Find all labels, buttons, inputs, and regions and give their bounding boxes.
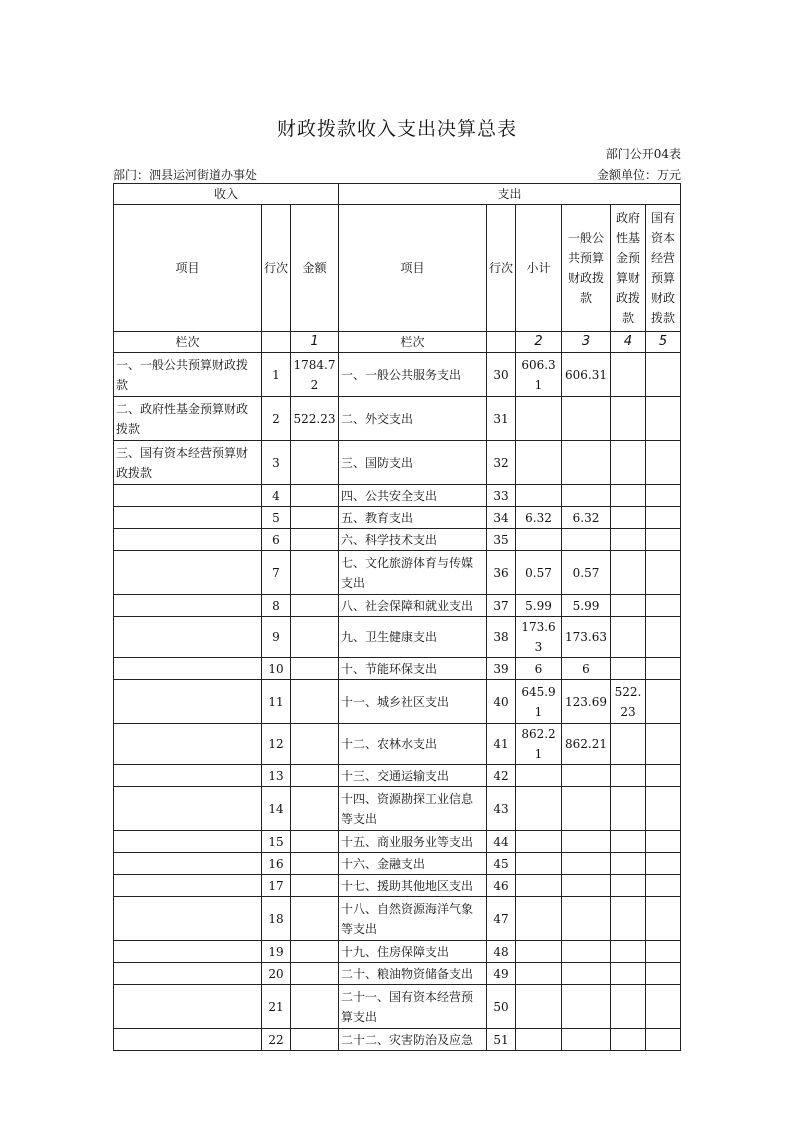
expense-subtotal: 645.91 bbox=[516, 680, 562, 724]
income-line-number: 17 bbox=[262, 875, 291, 897]
income-line-number: 1 bbox=[262, 353, 291, 397]
expense-line-number: 40 bbox=[487, 680, 516, 724]
expense-subtotal bbox=[516, 529, 562, 551]
expense-line-number: 50 bbox=[487, 985, 516, 1029]
income-line-number: 7 bbox=[262, 551, 291, 595]
expense-line-header: 行次 bbox=[487, 205, 516, 332]
table-row bbox=[114, 485, 681, 507]
income-item: 二、政府性基金预算财政拨款 bbox=[114, 397, 262, 441]
expense-subtotal bbox=[516, 985, 562, 1029]
state-capital-amount bbox=[646, 1029, 681, 1051]
expense-item: 十七、援助其他地区支出 bbox=[339, 875, 487, 897]
expense-subtotal: 6.32 bbox=[516, 507, 562, 529]
expense-line-number: 42 bbox=[487, 765, 516, 787]
income-item bbox=[114, 853, 262, 875]
general-budget-amount: 123.69 bbox=[562, 680, 611, 724]
expense-subtotal bbox=[516, 397, 562, 441]
table-row bbox=[114, 941, 681, 963]
column-index-1: 1 bbox=[291, 332, 339, 353]
general-budget-amount bbox=[562, 941, 611, 963]
income-amount bbox=[291, 853, 339, 875]
expense-subtotal bbox=[516, 875, 562, 897]
income-line-number: 5 bbox=[262, 507, 291, 529]
state-capital-amount bbox=[646, 441, 681, 485]
expense-line-number: 41 bbox=[487, 724, 516, 765]
income-item bbox=[114, 765, 262, 787]
table-row bbox=[114, 353, 681, 397]
income-line-number: 14 bbox=[262, 787, 291, 831]
expense-subtotal bbox=[516, 941, 562, 963]
expense-item: 十四、资源勘探工业信息等支出 bbox=[339, 787, 487, 831]
general-budget-amount bbox=[562, 963, 611, 985]
expense-line-number: 45 bbox=[487, 853, 516, 875]
income-amount bbox=[291, 617, 339, 658]
income-amount bbox=[291, 595, 339, 617]
income-line-number: 15 bbox=[262, 831, 291, 853]
expense-item: 十、节能环保支出 bbox=[339, 658, 487, 680]
income-amount bbox=[291, 441, 339, 485]
fund-budget-amount bbox=[611, 897, 646, 941]
income-item bbox=[114, 1029, 262, 1051]
column-index-label: 栏次 bbox=[114, 332, 262, 353]
fund-budget-amount bbox=[611, 1029, 646, 1051]
general-budget-amount: 5.99 bbox=[562, 595, 611, 617]
expense-subtotal: 173.63 bbox=[516, 617, 562, 658]
expense-line-number: 36 bbox=[487, 551, 516, 595]
expense-header: 支出 bbox=[339, 184, 681, 205]
state-capital-amount bbox=[646, 853, 681, 875]
general-budget-amount bbox=[562, 765, 611, 787]
state-capital-amount bbox=[646, 831, 681, 853]
income-line-number: 19 bbox=[262, 941, 291, 963]
fund-budget-amount bbox=[611, 441, 646, 485]
general-budget-amount bbox=[562, 897, 611, 941]
income-item bbox=[114, 941, 262, 963]
fund-budget-amount bbox=[611, 831, 646, 853]
income-amount bbox=[291, 985, 339, 1029]
income-line-number: 6 bbox=[262, 529, 291, 551]
state-capital-amount bbox=[646, 765, 681, 787]
expense-line-number: 49 bbox=[487, 963, 516, 985]
income-amount bbox=[291, 658, 339, 680]
expense-line-number: 32 bbox=[487, 441, 516, 485]
state-capital-amount bbox=[646, 551, 681, 595]
general-budget-amount bbox=[562, 875, 611, 897]
department-label: 部门：泗县运河街道办事处 bbox=[113, 168, 258, 182]
fund-budget-amount bbox=[611, 658, 646, 680]
table-row bbox=[114, 680, 681, 724]
fund-budget-amount bbox=[611, 765, 646, 787]
income-item bbox=[114, 595, 262, 617]
income-amount bbox=[291, 963, 339, 985]
income-amount bbox=[291, 897, 339, 941]
expense-line-number: 37 bbox=[487, 595, 516, 617]
income-amount bbox=[291, 1029, 339, 1051]
table-row bbox=[114, 658, 681, 680]
income-item bbox=[114, 551, 262, 595]
fund-budget-amount bbox=[611, 617, 646, 658]
expense-item: 十二、农林水支出 bbox=[339, 724, 487, 765]
expense-line-number: 51 bbox=[487, 1029, 516, 1051]
fund-budget-amount bbox=[611, 941, 646, 963]
income-item bbox=[114, 680, 262, 724]
fund-budget-amount bbox=[611, 529, 646, 551]
state-capital-amount bbox=[646, 724, 681, 765]
income-line-number: 20 bbox=[262, 963, 291, 985]
state-capital-amount bbox=[646, 985, 681, 1029]
expense-line-number: 31 bbox=[487, 397, 516, 441]
state-capital-amount bbox=[646, 507, 681, 529]
table-row bbox=[114, 1029, 681, 1051]
expense-subtotal: 0.57 bbox=[516, 551, 562, 595]
table-row bbox=[114, 507, 681, 529]
expense-item: 二十、粮油物资储备支出 bbox=[339, 963, 487, 985]
expense-line-number: 38 bbox=[487, 617, 516, 658]
income-header: 收入 bbox=[114, 184, 339, 205]
income-item: 一、一般公共预算财政拨款 bbox=[114, 353, 262, 397]
income-amount bbox=[291, 787, 339, 831]
income-line-number: 18 bbox=[262, 897, 291, 941]
general-budget-header: 一般公共预算财政拨款 bbox=[562, 205, 611, 332]
fund-budget-amount bbox=[611, 551, 646, 595]
income-line-number: 21 bbox=[262, 985, 291, 1029]
table-row bbox=[114, 397, 681, 441]
general-budget-amount bbox=[562, 853, 611, 875]
general-budget-amount bbox=[562, 1029, 611, 1051]
form-number: 部门公开04表 bbox=[605, 147, 681, 161]
expense-subtotal bbox=[516, 897, 562, 941]
table-row bbox=[114, 831, 681, 853]
expense-subtotal: 862.21 bbox=[516, 724, 562, 765]
expense-subtotal: 606.31 bbox=[516, 353, 562, 397]
state-capital-amount bbox=[646, 617, 681, 658]
column-index-label: 栏次 bbox=[339, 332, 487, 353]
expense-line-number: 34 bbox=[487, 507, 516, 529]
general-budget-amount bbox=[562, 441, 611, 485]
fund-budget-amount bbox=[611, 353, 646, 397]
expense-item: 三、国防支出 bbox=[339, 441, 487, 485]
general-budget-amount: 862.21 bbox=[562, 724, 611, 765]
expense-item: 二十一、国有资本经营预算支出 bbox=[339, 985, 487, 1029]
income-item bbox=[114, 897, 262, 941]
expense-line-number: 35 bbox=[487, 529, 516, 551]
amount-unit-label: 金额单位：万元 bbox=[596, 168, 681, 182]
general-budget-amount: 173.63 bbox=[562, 617, 611, 658]
income-item bbox=[114, 485, 262, 507]
income-item-header: 项目 bbox=[114, 205, 262, 332]
expense-item: 十八、自然资源海洋气象等支出 bbox=[339, 897, 487, 941]
general-budget-amount: 6.32 bbox=[562, 507, 611, 529]
income-amount: 1784.72 bbox=[291, 353, 339, 397]
expense-item: 一、一般公共服务支出 bbox=[339, 353, 487, 397]
column-index-3: 3 bbox=[562, 332, 611, 353]
state-capital-amount bbox=[646, 658, 681, 680]
state-capital-amount bbox=[646, 529, 681, 551]
income-line-number: 22 bbox=[262, 1029, 291, 1051]
income-item bbox=[114, 529, 262, 551]
table-row bbox=[114, 853, 681, 875]
income-line-number: 12 bbox=[262, 724, 291, 765]
general-budget-amount: 0.57 bbox=[562, 551, 611, 595]
table-row bbox=[114, 985, 681, 1029]
expense-line-number: 48 bbox=[487, 941, 516, 963]
income-item bbox=[114, 875, 262, 897]
expense-item: 十三、交通运输支出 bbox=[339, 765, 487, 787]
income-item: 三、国有资本经营预算财政拨款 bbox=[114, 441, 262, 485]
state-capital-amount bbox=[646, 941, 681, 963]
column-index-2: 2 bbox=[516, 332, 562, 353]
fund-budget-amount: 522.23 bbox=[611, 680, 646, 724]
expense-item: 七、文化旅游体育与传媒支出 bbox=[339, 551, 487, 595]
income-line-number: 13 bbox=[262, 765, 291, 787]
state-capital-amount bbox=[646, 680, 681, 724]
fund-budget-amount bbox=[611, 595, 646, 617]
state-capital-amount bbox=[646, 897, 681, 941]
income-amount bbox=[291, 680, 339, 724]
expense-subtotal bbox=[516, 1029, 562, 1051]
budget-table bbox=[113, 183, 681, 1051]
income-line-number: 3 bbox=[262, 441, 291, 485]
expense-item: 十六、金融支出 bbox=[339, 853, 487, 875]
income-item bbox=[114, 985, 262, 1029]
general-budget-amount: 606.31 bbox=[562, 353, 611, 397]
income-amount bbox=[291, 765, 339, 787]
fund-budget-amount bbox=[611, 787, 646, 831]
expense-subtotal bbox=[516, 485, 562, 507]
general-budget-amount bbox=[562, 529, 611, 551]
expense-subtotal bbox=[516, 853, 562, 875]
table-row bbox=[114, 551, 681, 595]
fund-budget-amount bbox=[611, 397, 646, 441]
table-row bbox=[114, 595, 681, 617]
income-amount bbox=[291, 485, 339, 507]
expense-subtotal bbox=[516, 787, 562, 831]
income-item bbox=[114, 658, 262, 680]
table-row bbox=[114, 963, 681, 985]
expense-item: 四、公共安全支出 bbox=[339, 485, 487, 507]
general-budget-amount bbox=[562, 485, 611, 507]
fund-budget-amount bbox=[611, 853, 646, 875]
expense-line-number: 30 bbox=[487, 353, 516, 397]
income-amount bbox=[291, 875, 339, 897]
fund-budget-header: 政府性基金预算财政拨款 bbox=[611, 205, 646, 332]
income-item bbox=[114, 724, 262, 765]
expense-line-number: 44 bbox=[487, 831, 516, 853]
table-row bbox=[114, 617, 681, 658]
income-amount bbox=[291, 507, 339, 529]
expense-subtotal: 5.99 bbox=[516, 595, 562, 617]
income-item bbox=[114, 963, 262, 985]
income-item bbox=[114, 617, 262, 658]
general-budget-amount: 6 bbox=[562, 658, 611, 680]
income-line-number: 2 bbox=[262, 397, 291, 441]
column-index-5: 5 bbox=[646, 332, 681, 353]
income-line-number: 10 bbox=[262, 658, 291, 680]
income-amount bbox=[291, 724, 339, 765]
expense-item: 八、社会保障和就业支出 bbox=[339, 595, 487, 617]
state-capital-amount bbox=[646, 397, 681, 441]
page-title: 财政拨款收入支出决算总表 bbox=[276, 118, 517, 140]
income-line-number: 16 bbox=[262, 853, 291, 875]
income-line-number: 11 bbox=[262, 680, 291, 724]
table-row bbox=[114, 897, 681, 941]
general-budget-amount bbox=[562, 397, 611, 441]
fund-budget-amount bbox=[611, 485, 646, 507]
expense-line-number: 39 bbox=[487, 658, 516, 680]
income-line-number: 4 bbox=[262, 485, 291, 507]
expense-item: 十一、城乡社区支出 bbox=[339, 680, 487, 724]
expense-subtotal bbox=[516, 963, 562, 985]
table-row bbox=[114, 529, 681, 551]
income-item bbox=[114, 787, 262, 831]
table-row bbox=[114, 724, 681, 765]
income-item bbox=[114, 831, 262, 853]
income-amount bbox=[291, 941, 339, 963]
table-row bbox=[114, 787, 681, 831]
expense-item: 十五、商业服务业等支出 bbox=[339, 831, 487, 853]
state-capital-header: 国有资本经营预算财政拨款 bbox=[646, 205, 681, 332]
fund-budget-amount bbox=[611, 985, 646, 1029]
expense-line-number: 33 bbox=[487, 485, 516, 507]
general-budget-amount bbox=[562, 985, 611, 1029]
expense-item: 十九、住房保障支出 bbox=[339, 941, 487, 963]
expense-line-number: 43 bbox=[487, 787, 516, 831]
state-capital-amount bbox=[646, 595, 681, 617]
expense-item: 二、外交支出 bbox=[339, 397, 487, 441]
income-line-number: 9 bbox=[262, 617, 291, 658]
expense-subtotal bbox=[516, 831, 562, 853]
expense-item-header: 项目 bbox=[339, 205, 487, 332]
state-capital-amount bbox=[646, 963, 681, 985]
fund-budget-amount bbox=[611, 963, 646, 985]
table-row bbox=[114, 875, 681, 897]
state-capital-amount bbox=[646, 485, 681, 507]
income-amount-header: 金额 bbox=[291, 205, 339, 332]
income-amount bbox=[291, 529, 339, 551]
expense-subtotal: 6 bbox=[516, 658, 562, 680]
table-row bbox=[114, 441, 681, 485]
income-amount bbox=[291, 551, 339, 595]
expense-item: 二十二、灾害防治及应急 bbox=[339, 1029, 487, 1051]
expense-item: 九、卫生健康支出 bbox=[339, 617, 487, 658]
expense-line-number: 46 bbox=[487, 875, 516, 897]
general-budget-amount bbox=[562, 831, 611, 853]
income-amount: 522.23 bbox=[291, 397, 339, 441]
fund-budget-amount bbox=[611, 724, 646, 765]
fund-budget-amount bbox=[611, 507, 646, 529]
table-row bbox=[114, 765, 681, 787]
income-line-number: 8 bbox=[262, 595, 291, 617]
state-capital-amount bbox=[646, 353, 681, 397]
state-capital-amount bbox=[646, 875, 681, 897]
expense-item: 五、教育支出 bbox=[339, 507, 487, 529]
expense-line-number: 47 bbox=[487, 897, 516, 941]
income-item bbox=[114, 507, 262, 529]
subtotal-header: 小计 bbox=[516, 205, 562, 332]
expense-subtotal bbox=[516, 441, 562, 485]
income-amount bbox=[291, 831, 339, 853]
general-budget-amount bbox=[562, 787, 611, 831]
expense-subtotal bbox=[516, 765, 562, 787]
fund-budget-amount bbox=[611, 875, 646, 897]
income-line-header: 行次 bbox=[262, 205, 291, 332]
column-index-4: 4 bbox=[611, 332, 646, 353]
expense-item: 六、科学技术支出 bbox=[339, 529, 487, 551]
state-capital-amount bbox=[646, 787, 681, 831]
